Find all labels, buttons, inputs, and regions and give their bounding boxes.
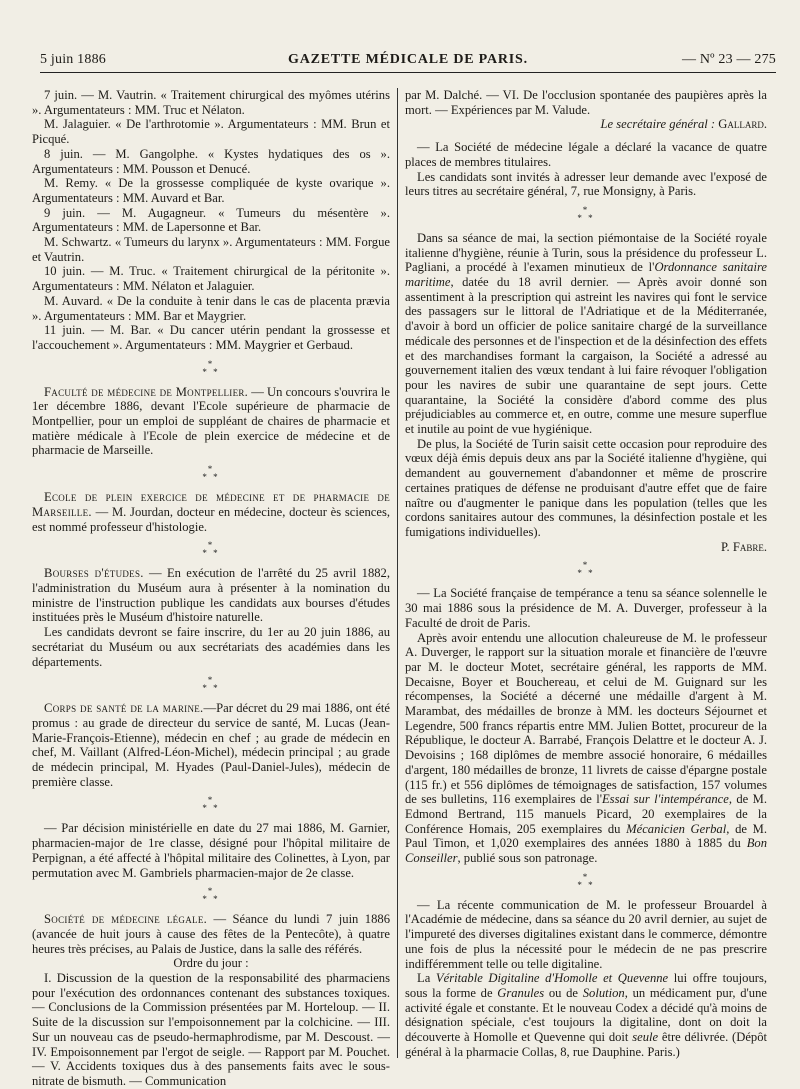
header-page-number: — Nº 23 — 275 — [681, 52, 776, 67]
bourses-text-2: Les candidats devront se faire inscrire, du 1er au 20 juin 1886, au secrétariat du Muséum ou aux secrétariats des académies dans les départements. — [32, 625, 390, 669]
section-separator: * * * — [202, 675, 220, 694]
decision-notice: — Par décision ministérielle en date du 27 mai 1886, M. Garnier, pharmacien-major de 1re classe, désigné pour l'hôpital militaire de Perpignan, a été affecté à l'hôpital militaire des Colinettes, à Lyon, par permutation avec M. Gambriels pharmacien-major de 2e classe. — [32, 821, 390, 880]
continuation-text: par M. Dalché. — VI. De l'occlusion spontanée des paupières après la mort. — Expériences par M. Valude. — [405, 88, 767, 117]
bourses-heading: Bourses d'études. — [44, 566, 144, 581]
marseille-text: — M. Jourdan, docteur en médecine, docteur ès sciences, est nommé professeur d'histologie. — [32, 504, 390, 534]
agenda-item: 11 juin. — M. Bar. « Du cancer utérin pendant la grossesse et l'accouchement ». Argumentateurs : MM. Maygrier et Gerbaud. — [32, 323, 390, 352]
section-separator: * * * — [577, 871, 595, 890]
section-separator: * * * — [202, 795, 220, 814]
turin-paragraph-1: Dans sa séance de mai, la section piémontaise de la Société royale italienne d'hygiène, réunie à Turin, sous la présidence du professeur L. Pagliani, a procédé à l'examen minutieux de l'Ordonnance sanitaire maritime, datée du 18 avril dernier. — Après avoir donné son assentiment à la prescription qui astreint les navires qui font le service des passagers sur le littoral de l'Adriatique et de la Méditerranée, d'avoir à bord un officier de police sanitaire chargé de la surveillance médicale des personnes et de l'inspection et de la désinfection des effets et des marchandises formant la cargaison, la Société a adressé au gouvernement italien des vœux tendant à lui faire révoquer l'obligation pour les navires de subir une quarantaine de sept jours. Cette quarantaine, la Société la considère d'abord comme des plus préjudiciables au commerce et, en outre, comme une mesure superflue et inutile au point de vue hygiénique. — [405, 230, 767, 437]
marseille-heading: Ecole de plein exercice de médecine et de pharmacie de Marseille. — [32, 490, 390, 519]
agenda-item: 8 juin. — M. Gangolphe. « Kystes hydatiques des os ». Argumentateurs : MM. Pousson et Denucé. — [32, 146, 390, 176]
marine-text: —Par décret du 29 mai 1886, ont été promus : au grade de directeur du service de santé, M. Lucas (Jean-Marie-François-Etienne), médecin en chef ; au grade de médecin en chef, M. Vaillant (Alfred-Léon-Michel), médecin principal ; au grade de médecin principal, M. Hyades (Paul-Daniel-Jules), médecin de première classe. — [32, 701, 391, 789]
temperance-paragraph-1: — La Société française de tempérance a tenu sa séance solennelle le 30 mai 1886 sous la présidence de M. A. Duverger, professeur à la Faculté de droit de Paris. — [405, 586, 767, 630]
ordre-du-jour: Ordre du jour : — [173, 956, 249, 971]
montpellier-notice — [32, 385, 390, 459]
section-separator: * * * — [202, 464, 220, 483]
temperance-paragraph-2: Après avoir entendu une allocution chaleureuse de M. le professeur A. Duverger, le rapport sur la situation morale et financière de l'œuvre par M. le docteur Motet, secrétaire général, les rapports de MM. Decaisne, Boyer et Bouchereau, et celui de M. Guignard sur les récompenses, la Société a décerné une médaille d'argent à M. Marambat, des médailles de bronze à MM. les docteurs Séjournet et Legendre, 500 francs répartis entre MM. Julien Bottet, procureur de la République, le docteur A. Barrabé, François Delattre et le docteur A. J. Devoisins ; 168 diplômes de membre associé honoraire, 6 médailles d'argent, 180 médailles de bronze, 11 livrets de caisse d'épargne postale (115 fr.) et 556 diplômes de témoignages de satisfaction, 157 volumes de ses bulletins, 116 exemplaires de l'Essai sur l'intempérance, de M. Edmond Bertrand, 115 manuels Picard, 20 exemplaires de la Conférence Homais, 205 exemplaires du Mécanicien Gerbal, de M. Paul Timon, et 1,020 exemplaires des années 1880 à 1885 du Bon Conseiller, publié sous son patronage. — [405, 630, 767, 866]
montpellier-heading: Faculté de médecine de Montpellier. — [44, 384, 249, 399]
vacance-notice: — La Société de médecine légale a déclaré la vacance de quatre places de membres titulaires. — [405, 140, 767, 169]
secretaire-name: Gallard. — [718, 117, 767, 132]
left-column — [32, 88, 391, 1088]
agenda-item: M. Remy. « De la grossesse compliquée de kyste ovarique ». Argumentateurs : MM. Auvard et Bar. — [32, 176, 390, 205]
section-separator: * * * — [577, 204, 595, 223]
agenda-item: 9 juin. — M. Augagneur. « Tumeurs du mésentère ». Argumentateurs : MM. de Lapersonne et Bar. — [32, 205, 390, 235]
page-header — [40, 50, 776, 73]
agenda-item: 10 juin. — M. Truc. « Traitement chirurgical de la péritonite ». Argumentateurs : MM. Nélaton et Jalaguier. — [32, 264, 390, 294]
ordonnance-title: Ordonnance sanitaire maritime — [405, 260, 767, 290]
digitaline-paragraph-1: — La récente communication de M. le professeur Brouardel à l'Académie de médecine, dans sa séance du 20 avril dernier, au sujet de l'impureté des diverses digitalines existant dans le commerce, démontre une fois de plus la nécessité pour le médecin de ne pas prescrire indifféremment telle ou telle digitaline. — [405, 897, 767, 971]
section-separator: * * * — [202, 540, 220, 559]
turin-paragraph-2: De plus, la Société de Turin saisit cette occasion pour reproduire des vœux déjà émis depuis deux ans par la Société italienne d'hygiène, qui demandent au gouvernement d'abandonner et même de proscrire certaines pratiques de défense ne produisant d'autre effet que de faire naître ou d'augmenter le panique dans les population (telles que les cordons sanitaires autour des communes, la désinfection postale et les fumigations individuelles). — [405, 436, 767, 539]
marseille-notice — [32, 490, 390, 534]
header-date: 5 juin 1886 — [40, 52, 106, 67]
legale-text: — Séance du lundi 7 juin 1886 (avancée de huit jours à cause des fêtes de la Pentecôte), à quatre heures très précises, au Palais de Justice, dans la salle des référés. — [32, 912, 390, 956]
digitaline-paragraph-2: La Véritable Digitaline d'Homolle et Quevenne lui offre toujours, sous la forme de Granules ou de Solution, un médicament pur, d'une activité égale et constante. Et le nouveau Codex a décidé qu'à moins de désignation spéciale, c'est toujours la digitaline, dont on doit la découverte à Homolle et Quevenne qui doit seule être délivrée. (Dépôt général à la pharmacie Collas, 8, rue Dauphine. Paris.) — [405, 971, 768, 1059]
bourses-notice — [32, 566, 390, 625]
agenda-item: 7 juin. — M. Vautrin. « Traitement chirurgical des myômes utérins ». Argumentateurs : MM. Truc et Nélaton. — [32, 88, 390, 117]
secretaire-signature — [405, 117, 767, 132]
section-separator: * * * — [577, 560, 595, 579]
turin-signature: P. Fabre. — [720, 539, 767, 554]
legale-heading: Société de médecine légale. — [44, 912, 208, 927]
agenda-item: M. Auvard. « De la conduite à tenir dans le cas de placenta prævia ». Argumentateurs : MM. Bar et Maygrier. — [32, 293, 390, 323]
agenda-item: M. Jalaguier. « De l'arthrotomie ». Argumentateurs : MM. Brun et Picqué. — [32, 117, 390, 147]
marine-heading: Corps de santé de la marine. — [44, 701, 204, 716]
right-column — [405, 88, 767, 1058]
header-title: GAZETTE MÉDICALE DE PARIS. — [288, 52, 528, 67]
ordre-items: I. Discussion de la question de la responsabilité des pharmaciens pour l'exécution des ordonnances contenant des substances toxiques. — Conclusions de la Commission présentées par M. Horteloup. — II. Suite de la discussion sur l'empoisonnement par la colchicine. — III. Sur un nouveau cas de pseudo-hermaphrodisme, par M. Descoust. — IV. Empoisonnement par l'ergot de seigle. — Rapport par M. Pouchet. — V. Accidents toxiques dus à des pansements faits avec le sous-nitrate de bismuth. — Communication — [32, 971, 390, 1088]
section-separator: * * * — [202, 886, 220, 905]
secretaire-label: Le secrétaire général : — [600, 117, 716, 132]
legale-notice — [32, 912, 390, 956]
section-separator: * * * — [202, 358, 220, 377]
agenda-item: M. Schwartz. « Tumeurs du larynx ». Argumentateurs : MM. Forgue et Vautrin. — [32, 235, 390, 264]
bourses-text: — En exécution de l'arrêté du 25 avril 1882, l'administration du Muséum aura à présenter à la nomination du ministre de l'instruction publique les candidats aux bourses d'études instituées près le Muséum d'histoire naturelle. — [32, 566, 390, 625]
montpellier-text: — Un concours s'ouvrira le 1er décembre 1886, devant l'Ecole supérieure de pharmacie de Montpellier, pour un emploi de suppléant de chaires de pharmacie et matière médicale à l'Ecole de plein exercice de médecine et de pharmacie de Marseille. — [32, 384, 390, 458]
marine-notice — [32, 701, 390, 789]
column-divider — [397, 88, 398, 1058]
candidats-notice: Les candidats sont invités à adresser leur demande avec l'exposé de leurs titres au secrétaire général, 7, rue Monsigny, à Paris. — [405, 169, 767, 199]
